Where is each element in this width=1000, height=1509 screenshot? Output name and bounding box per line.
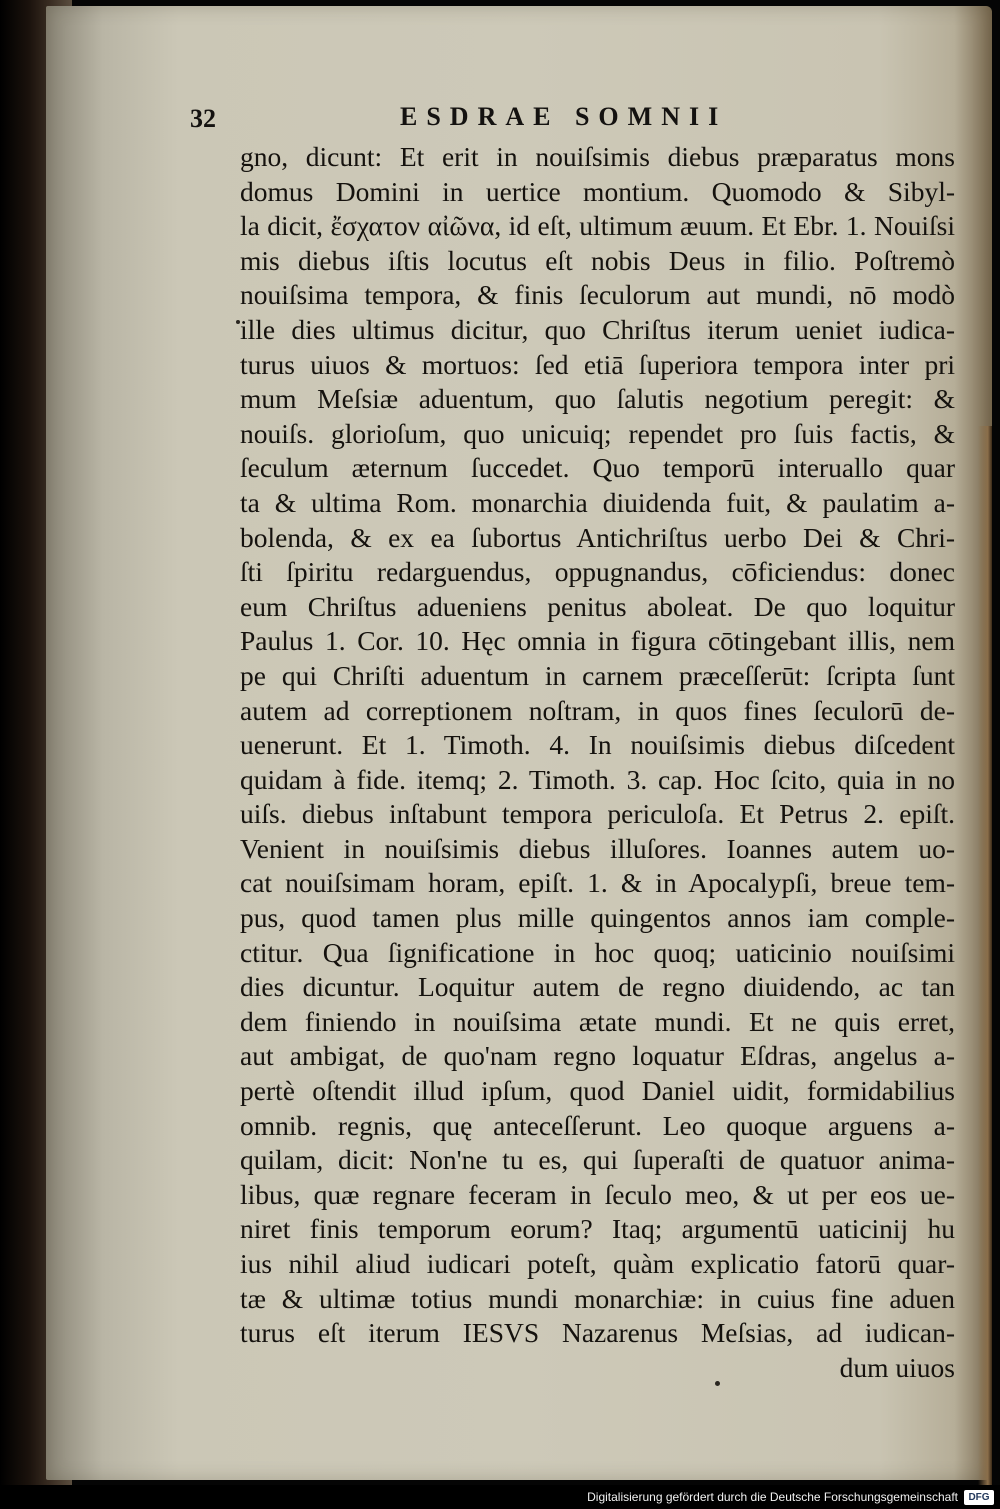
page-number: 32 (190, 104, 216, 133)
text-line: pus, quod tamen plus mille quingentos annos iam comple- (240, 902, 955, 934)
text-line: mis diebus iſtis locutus eſt nobis Deus in filio. Poſtremò (240, 244, 955, 276)
text-line: eum Chriſtus adueniens penitus aboleat. De quo loquitur (240, 590, 955, 622)
text-line: turus eſt iterum IESVS Nazarenus Meſsias, ad iudican- (240, 1317, 955, 1349)
text-line: ta & ultima Rom. monarchia diuidenda fuit, & paulatim a- (240, 486, 955, 518)
text-line: la dicit, ἔσχατον αἰῶνα, id eſt, ultimum æuum. Et Ebr. 1. Nouiſsi (240, 210, 955, 242)
text-line: ius nihil aliud iudicari poteſt, quàm explicatio fatorū quar- (240, 1248, 955, 1279)
text-line: cat nouiſsimam horam, epiſt. 1. & in Apocalypſi, breue tem- (240, 867, 955, 899)
text-line: dem finiendo in nouiſsima ætate mundi. Et ne quis erret, (240, 1005, 955, 1037)
text-line: gno, dicunt: Et erit in nouiſsimis diebus præparatus mons (240, 141, 955, 172)
text-line: uiſs. diebus inſtabunt tempora periculoſa. Et Petrus 2. epiſt. (240, 798, 955, 830)
text-line: quilam, dicit: Non'ne tu es, qui ſuperaſti de quatuor anima- (240, 1144, 955, 1176)
text-line: mum Meſsiæ aduentum, quo ſalutis negotium peregit: & (240, 383, 955, 415)
text-line: pertè oſtendit illud ipſum, quod Daniel uidit, formidabilius (240, 1075, 955, 1107)
footer-bar (0, 1485, 1000, 1509)
text-line: pe qui Chriſti aduentum in carnem præceſſerūt: ſcripta ſunt (240, 659, 955, 691)
text-line: nouiſsima tempora, & finis ſeculorum aut mundi, nō modò (240, 279, 955, 311)
text-line: turus uiuos & mortuos: ſed etiā ſuperiora tempora inter pri (240, 348, 955, 380)
text-line: dies dicuntur. Loquitur autem de regno diuidendo, ac tan (240, 971, 955, 1003)
page-header (190, 100, 890, 140)
text-line: dum uiuos (839, 1351, 955, 1383)
text-line: aut ambigat, de quo'nam regno loquatur Eſdras, angelus a- (240, 1040, 955, 1072)
text-line: libus, quæ regnare feceram in ſeculo meo, & ut per eos ue- (240, 1178, 955, 1210)
text-line: quidam à fide. itemq; 2. Timoth. 3. cap. Hoc ſcito, quia in no (240, 763, 955, 795)
text-line: autem ad correptionem noſtram, in quos fines ſeculorū de- (240, 694, 955, 726)
ink-speck (715, 1381, 720, 1386)
text-line: ctitur. Qua ſignificatione in hoc quoq; uaticinio nouiſsimi (240, 936, 955, 968)
text-line: Paulus 1. Cor. 10. Hęc omnia in figura cōtingebant illis, nem (240, 625, 955, 657)
text-line: ille dies ultimus dicitur, quo Chriſtus iterum ueniet iudica- (240, 313, 955, 345)
text-line: omnib. regnis, quę anteceſſerunt. Leo quoque arguens a- (240, 1109, 955, 1141)
text-line: ſeculum æternum ſuccedet. Quo temporū interuallo quar (240, 452, 955, 484)
text-line: bolenda, & ex ea ſubortus Antichriſtus uerbo Dei & Chri- (240, 521, 955, 553)
text-line: uenerunt. Et 1. Timoth. 4. In nouiſsimis diebus diſcedent (240, 729, 955, 761)
text-line: ſti ſpiritu redarguendus, oppugnandus, cōficiendus: donec (240, 556, 955, 588)
funding-credit: Digitalisierung gefördert durch die Deutsche Forschungsgemeinschaft (587, 1490, 958, 1504)
text-line: domus Domini in uertice montium. Quomodo & Sibyl- (240, 175, 955, 207)
text-line: tæ & ultimæ totius mundi monarchiæ: in cuius fine aduen (240, 1282, 955, 1314)
text-line: nouiſs. glorioſum, quo unicuiq; rependet pro ſuis factis, & (240, 417, 955, 449)
running-head: ESDRAE SOMNII (400, 102, 728, 131)
ink-speck (236, 320, 240, 324)
text-line: Venient in nouiſsimis diebus illuſores. Ioannes autem uo- (240, 832, 955, 864)
body-text (240, 140, 955, 1385)
dfg-logo: DFG (964, 1490, 994, 1505)
page-edge-shadow (978, 426, 992, 1486)
text-line: niret finis temporum eorum? Itaq; argumentū uaticinij hu (240, 1213, 955, 1245)
